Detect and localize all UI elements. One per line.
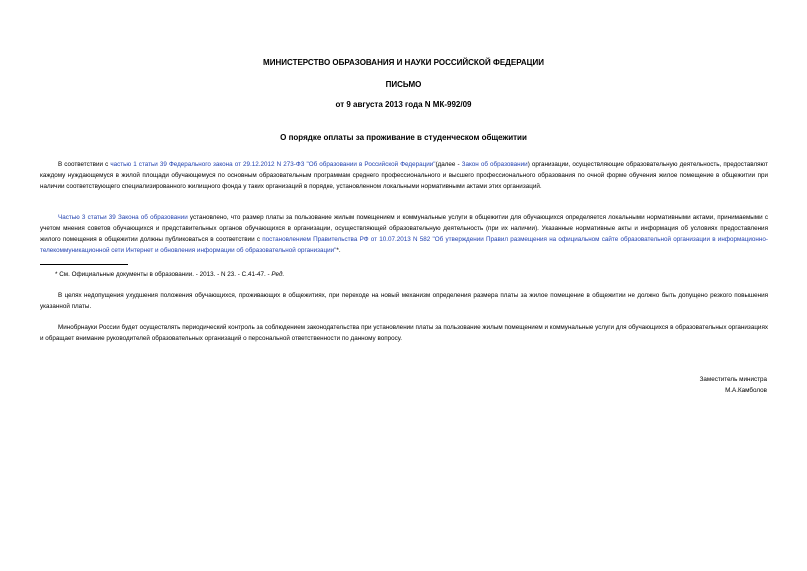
article-39-part-3-link[interactable]: Частью 3 статьи 39 Закона об образовании bbox=[58, 214, 188, 221]
footnote-editor-mark: Ред. bbox=[271, 271, 285, 278]
p1-text-1: В соответствии с bbox=[58, 161, 111, 168]
paragraph-2 bbox=[40, 212, 768, 256]
p1-text-3: ) организации, осуществляющие образовательную деятельность, предоставляют каждому нуждающемуся в жилой площади обучающемуся по основным образовательным программам среднего профессионального и высшего профессионального образования по очной форме обучения жилое помещение в общежитии при наличии соответствующего специализированного жилищного фонда у таких организаций в порядке, установленном локальными нормативными актами этих организаций. bbox=[40, 161, 768, 190]
date-number-heading: от 9 августа 2013 года N МК-992/09 bbox=[335, 100, 472, 109]
subject-heading: О порядке оплаты за проживание в студенческом общежитии bbox=[280, 133, 527, 142]
footnote bbox=[55, 270, 284, 280]
doc-type-heading: ПИСЬМО bbox=[385, 80, 422, 89]
p3-text: В целях недопущения ухудшения положения обучающихся, проживающих в общежитиях, при переходе на новый механизм определения размера платы за жилое помещение в общежитии не должно быть допущено резкого повышения указанной платы. bbox=[40, 292, 768, 310]
paragraph-3 bbox=[40, 290, 768, 312]
ministry-heading: МИНИСТЕРСТВО ОБРАЗОВАНИЯ И НАУКИ РОССИЙСКОЙ ФЕДЕРАЦИИ bbox=[263, 58, 544, 67]
signature-name: М.А.Камболов bbox=[725, 387, 767, 394]
footnote-text: * См. Официальные документы в образовании. - 2013. - N 23. - С.41-47. - bbox=[55, 271, 272, 278]
p4-text: Минобрнауки России будет осуществлять периодический контроль за соблюдением законодательства при установлении платы за пользование жилым помещением и коммунальные услуги для обучающихся в образовательных организациях и обращает внимание руководителей образовательных организаций о персональной ответственности по данному вопросу. bbox=[40, 324, 768, 342]
paragraph-1 bbox=[40, 159, 768, 192]
footnote-divider bbox=[40, 264, 128, 265]
paragraph-4 bbox=[40, 322, 768, 344]
law-article-link[interactable]: частью 1 статьи 39 Федерального закона от 29.12.2012 N 273-ФЗ "Об образовании в Российской Федерации" bbox=[110, 161, 436, 168]
p2-text-1: установлено, что размер платы за пользование жилым помещением и коммунальные услуги в общежитии для обучающихся определяется локальными нормативными актами, принимаемыми с учетом мнения советов обучающихся и представительных органов обучающихся в организации, осуществляющей образовательную деятельность (при их наличии). Указанные нормативные акты и информация об условиях предоставления жилого помещения в общежитии должны публиковаться в соответствии с bbox=[40, 214, 768, 243]
signature-position: Заместитель министра bbox=[699, 376, 767, 383]
education-law-link[interactable]: Закон об образовании bbox=[461, 161, 528, 168]
p1-text-2: (далее - bbox=[435, 161, 462, 168]
government-decree-link[interactable]: постановлением Правительства РФ от 10.07.2013 N 582 "Об утверждении Правил размещения на официальном сайте образовательной организации в информационно-телекоммуникационной сети Интернет и обновления информации об образовательной организации" bbox=[40, 236, 768, 254]
p2-text-2: *. bbox=[336, 247, 341, 254]
